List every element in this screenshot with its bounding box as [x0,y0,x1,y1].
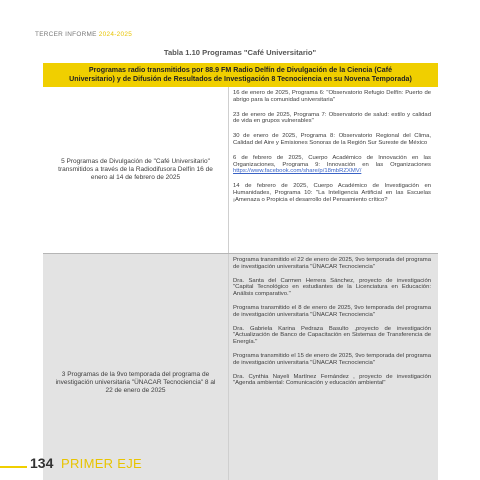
row-program-list [228,254,438,480]
running-header [35,31,132,38]
table-row [43,253,438,480]
footer-rule [0,466,27,468]
program-entry: Dra. Cynthia Nayeli Martínez Fernández , proyecto de investigación "Agenda ambiental: Comunicación y educación ambiental" [233,373,431,387]
program-entry: Programa transmitido el 15 de enero de 2025, 9vo temporada del programa de investigación universitaria "ÜNACAR Tecnociencia" [233,352,431,366]
program-entry: Dra. Santa del Carmen Herrera Sánchez, proyecto de investigación "Capital Tecnológico en estudiantes de la Licenciatura en Educación: Análisis comparativo." [233,277,431,298]
header-year: 2024-2025 [98,31,133,38]
facebook-link[interactable]: https://www.facebook.com/share/p/18mbRZXMV/ [233,168,362,175]
program-entry-text: 6 de febrero de 2025, Cuerpo Académico de Innovación en las Organizaciones, Programa 9: Innovación en las Organizaciones [233,154,431,168]
program-entry: 14 de febrero de 2025, Cuerpo Académico de Investigación en Humanidades, Programa 10: "La Inteligencia Artificial en las Escuelas ¡Amenaza o Propicia el desarrollo del Pensamiento crítico? [233,183,431,203]
program-entry: 23 de enero de 2025, Programa 7: Observatorio de salud: estilo y calidad de vida en grupos vulnerables" [233,111,431,125]
program-entry: Programa transmitido el 8 de enero de 2025, 9vo temporada del programa de investigación universitaria "ÜNACAR Tecnociencia" [233,304,431,318]
row-program-list [228,87,438,253]
row-description: 3 Programas de la 9vo temporada del programa de investigación universitaria "ÜNACAR Tecnociencia" 8 al 22 de enero de 2025 [43,254,228,480]
page-number: 134 [30,455,54,471]
table-header: Programas radio transmitidos por 88.9 FM Radio Delfín de Divulgación de la Ciencia (Café Universitario) y de Difusión de Resultados de Investigación 8 Tecnociencia en su Novena Temporada) [43,63,438,87]
program-entry: 30 de enero de 2025, Programa 8: Observatorio Regional del Clima, Calidad del Aire y Emisiones Sonoras de la Región Sur Sureste de México [233,133,431,146]
program-entry: 16 de enero de 2025, Programa 6: "Observatorio Refugio Delfín: Puerto de abrigo para la comunidad universitaria" [233,90,431,103]
programs-table [43,63,438,480]
header-label: TERCER INFORME [35,31,97,38]
table-title: Tabla 1.10 Programas "Café Universitario" [163,48,317,57]
table-row [43,87,438,253]
section-title: PRIMER EJE [61,456,143,471]
program-entry-with-link [233,155,431,175]
program-entry: Programa transmitido el 22 de enero de 2025, 9vo temporada del programa de investigación universitaria "ÜNACAR Tecnociencia" [233,257,431,270]
program-entry: Dra. Gabriela Karina Pedraza Basulto ,proyecto de investigación "Actualización de Banco de Capacitación en Sistemas de Transferencia de Energía." [233,325,431,346]
row-description: 5 Programas de Divulgación de "Café Universitario" transmitidos a través de la Radiodifusora Delfín 16 de enero al 14 de febrero de 2025 [58,158,213,181]
